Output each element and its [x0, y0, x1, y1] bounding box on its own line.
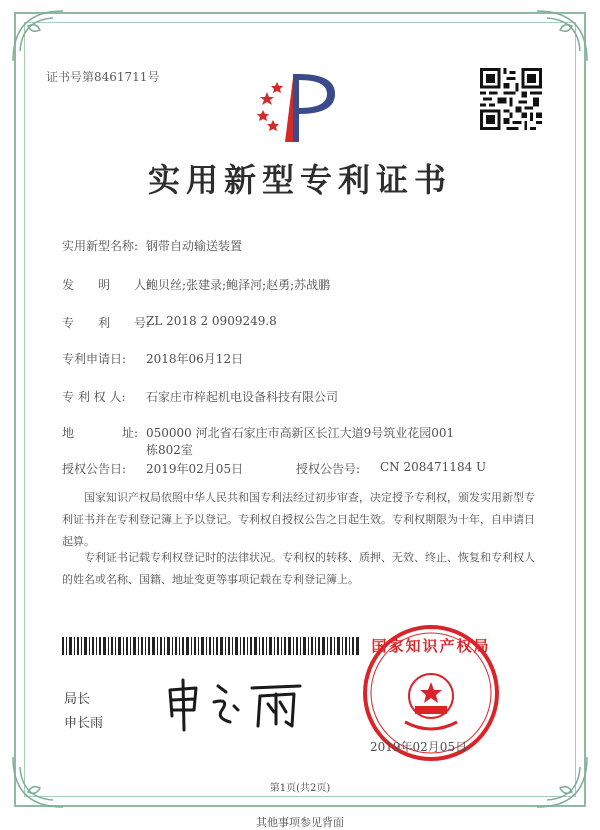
signer-name: 申长雨 [64, 716, 104, 731]
inventors-value: 鲍贝丝;张建录;鲍泽河;赵勇;苏战鹏 [146, 278, 331, 292]
grant-date-label: 授权公告日: [62, 462, 127, 476]
grant-number-label: 授权公告号: [296, 462, 361, 476]
corner-ornament-top-left [8, 6, 68, 66]
handwritten-signature [160, 676, 310, 732]
utility-model-name-value: 钢带自动输送装置 [146, 239, 243, 253]
corner-ornament-top-right [532, 6, 592, 66]
qr-code-icon [480, 68, 542, 130]
cnipa-logo-icon [255, 68, 345, 146]
grant-date-value: 2019年02月05日 [146, 462, 244, 476]
patent-number-value: ZL 2018 2 0909249.8 [146, 314, 277, 328]
address-value-line2: 栋802室 [146, 443, 193, 457]
address-value-line1: 050000 河北省石家庄市高新区长江大道9号筑业花园001 [146, 426, 455, 440]
legal-status-paragraph: 专利证书记载专利权登记时的法律状况。专利权的转移、质押、无效、终止、恢复和专利权人的姓名或名称、国籍、地址变更等事项记载在专利登记簿上。 [62, 551, 535, 586]
certificate-number: 证书号第8461711号 [46, 70, 160, 84]
patent-number-label: 专 利 号: [62, 316, 151, 330]
application-date-label: 专利申请日: [62, 352, 127, 366]
patentee-value: 石家庄市梓起机电设备科技有限公司 [146, 390, 339, 404]
address-label: 地 址: [62, 426, 139, 440]
grant-number-value: CN 208471184 U [380, 460, 487, 474]
utility-model-name-label: 实用新型名称: [62, 239, 139, 253]
svg-text:国家知识产权局: 国家知识产权局 [371, 637, 491, 655]
signer-title: 局长 [64, 692, 91, 707]
barcode [62, 637, 362, 655]
patentee-label: 专 利 权 人: [62, 390, 126, 404]
inventors-label: 发 明 人: [62, 278, 151, 292]
certificate-title: 实用新型专利证书 [147, 161, 452, 199]
grant-statement-paragraph: 国家知识产权局依照中华人民共和国专利法经过初步审查，决定授予专利权，颁发实用新型专利证书并在专利登记簿上予以登记。专利权自授权公告之日起生效。专利权期限为十年，自申请日起算。 [62, 491, 535, 548]
application-date-value: 2018年06月12日 [146, 352, 244, 366]
page-indicator: 第1页(共2页) [269, 783, 331, 794]
back-note: 其他事项参见背面 [256, 816, 344, 829]
seal-date: 2019年02月05日 [370, 740, 468, 754]
